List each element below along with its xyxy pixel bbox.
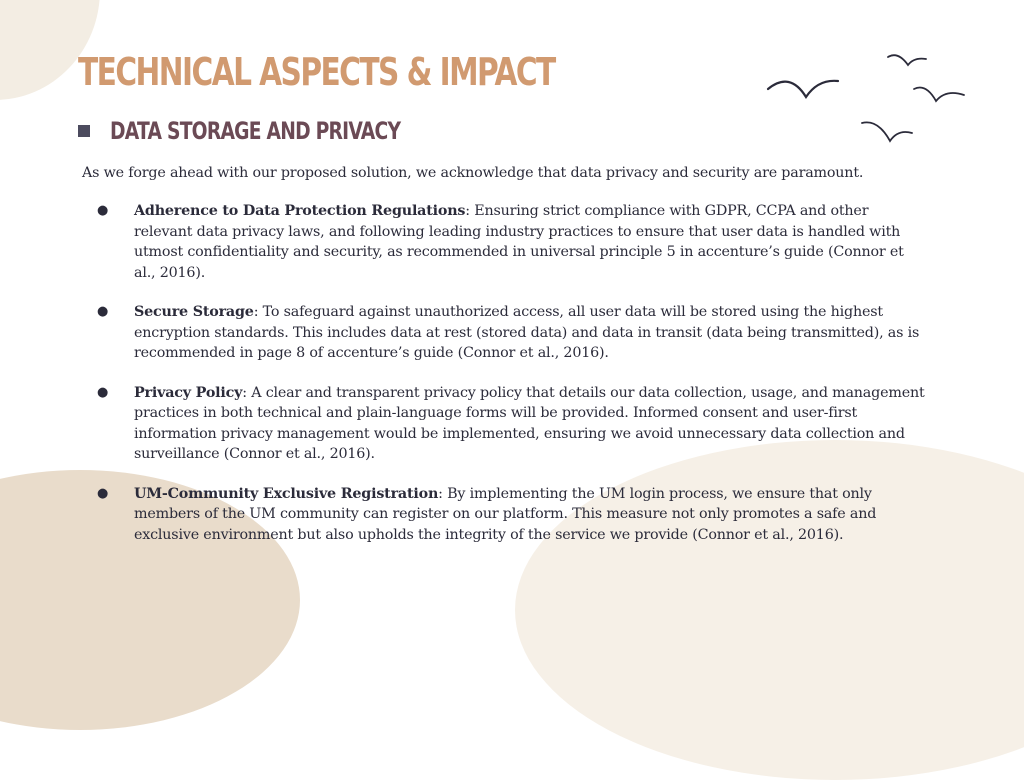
section-title: DATA STORAGE AND PRIVACY — [110, 117, 401, 145]
bird-icon — [914, 88, 964, 102]
list-item-text — [134, 484, 927, 546]
list-item — [97, 484, 927, 546]
square-bullet-icon — [78, 125, 90, 137]
list-item-heading: Adherence to Data Protection Regulations — [134, 203, 466, 219]
bullet-list — [97, 201, 927, 564]
bullet-icon: ● — [97, 485, 109, 501]
list-item-heading: Privacy Policy — [134, 384, 243, 401]
list-item-text — [134, 201, 927, 283]
list-item-body: : A clear and transparent privacy policy that details our data collection, usage, and management practices in both technical and plain-language forms will be provided. Informed consent and user-first information privacy management would be implemented, ensuring we avoid unnecessary data collection and surveillance (Connor et al., 2016). — [134, 384, 925, 462]
list-item-text — [134, 383, 927, 465]
bird-icon — [862, 122, 912, 141]
list-item-heading: Secure Storage — [134, 304, 254, 320]
bullet-icon: ● — [97, 203, 109, 218]
bird-icon — [888, 55, 926, 65]
bullet-icon: ● — [97, 384, 109, 400]
list-item-body: : To safeguard against unauthorized access, all user data will be stored using the highest encryption standards. This includes data at rest (stored data) and data in transit (data being transmitted), as is recommended in page 8 of accenture’s guide (Connor et al., 2016). — [134, 304, 920, 361]
bullet-icon: ● — [97, 304, 109, 319]
birds-illustration — [750, 45, 980, 155]
list-item-body: : By implementing the UM login process, we ensure that only members of the UM community can register on our platform. This measure not only promotes a safe and exclusive environment but also upholds the integrity of the service we provide (Connor et al., 2016). — [134, 485, 877, 543]
list-item-body: : Ensuring strict compliance with GDPR, CCPA and other relevant data privacy laws, and following leading industry practices to ensure that user data is handled with utmost confidentiality and security, as recommended in universal principle 5 in accenture’s guide (Connor et al., 2016). — [134, 203, 904, 281]
list-item — [97, 302, 927, 364]
list-item — [97, 201, 927, 283]
bird-icon — [768, 81, 838, 97]
section-heading — [78, 117, 482, 145]
page-title: TECHNICAL ASPECTS & IMPACT — [78, 50, 555, 94]
list-item — [97, 383, 927, 465]
list-item-text — [134, 302, 927, 364]
intro-text: As we forge ahead with our proposed solution, we acknowledge that data privacy and security are paramount. — [82, 165, 864, 181]
list-item-heading: UM-Community Exclusive Registration — [134, 485, 439, 502]
